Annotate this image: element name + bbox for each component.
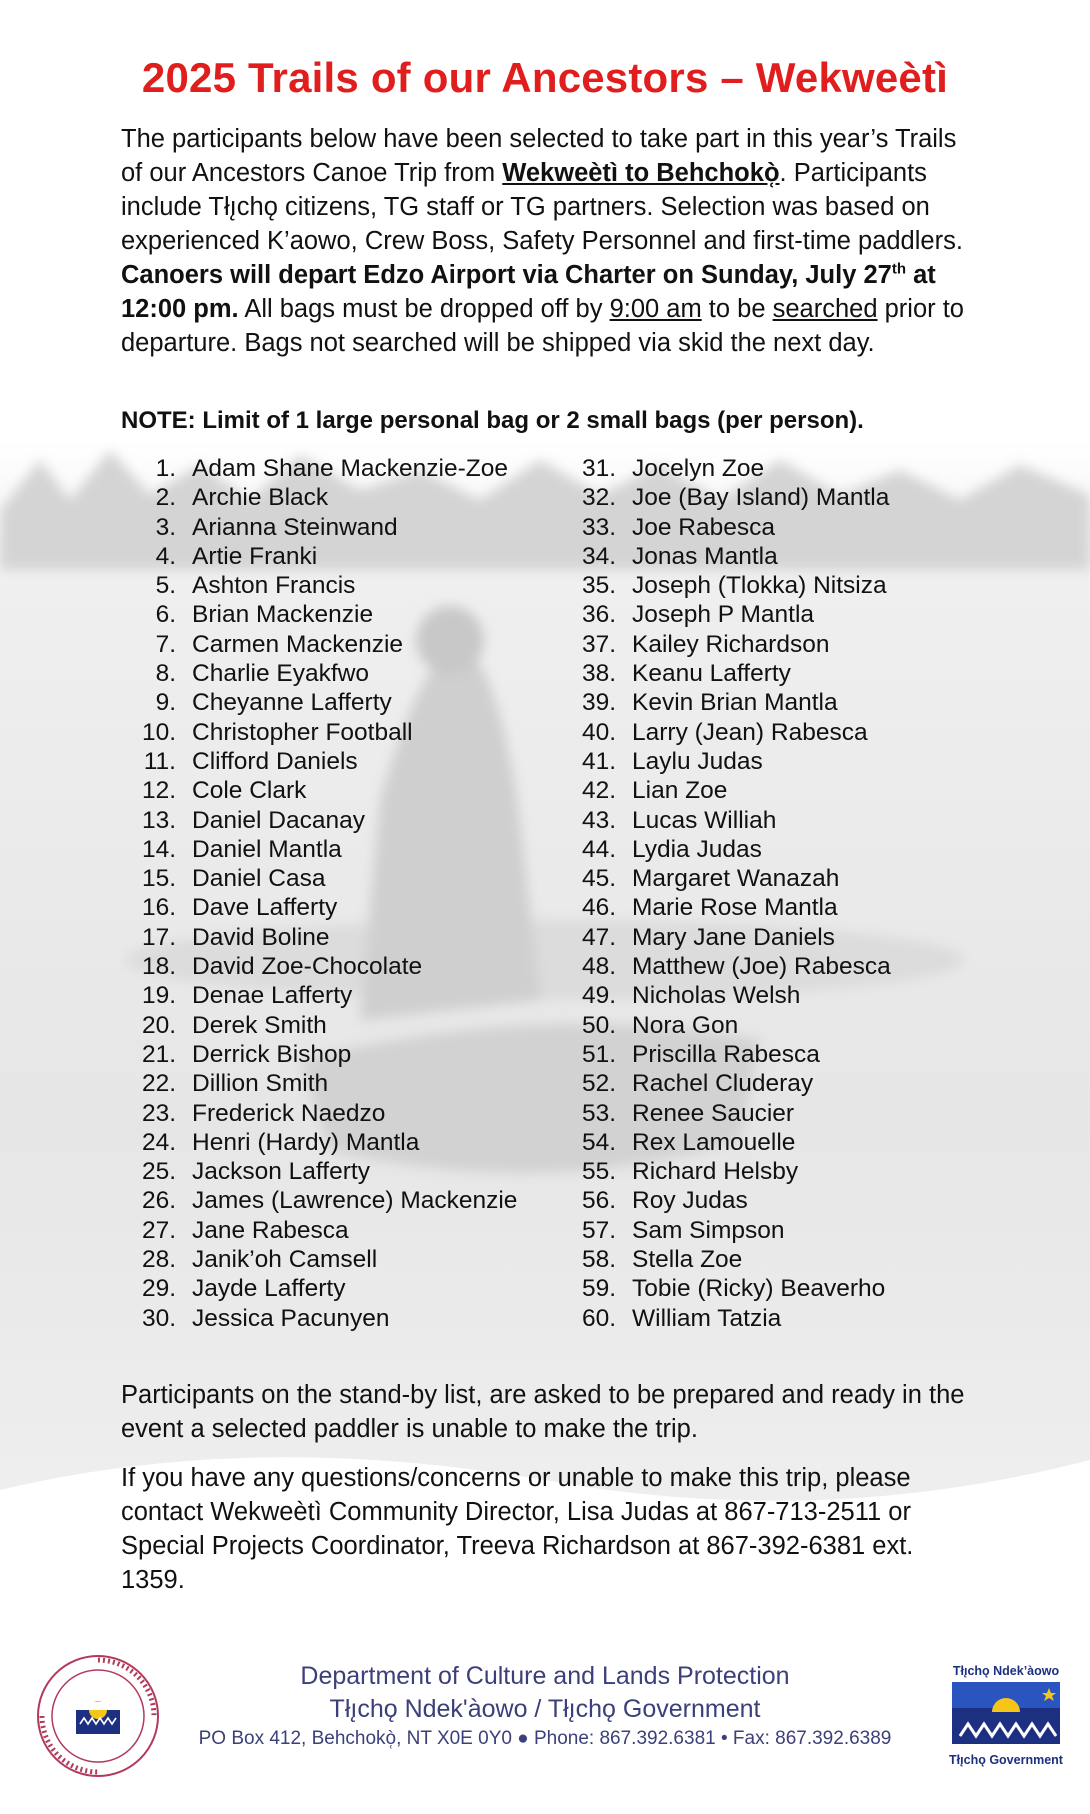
participant-item [560,542,778,571]
participant-item [120,630,404,659]
participant-number: 40. [581,718,616,746]
participant-name: Matthew (Joe) Rabesca [632,953,891,981]
intro-text-1: The participants below have been selected to take part in this year’s Trails of our Ancestors Canoe Trip from [121,125,957,187]
participant-name: Marie Rose Mantla [632,894,838,922]
participant-number: 51. [581,1040,616,1068]
participant-name: Daniel Mantla [192,835,342,863]
participant-name: Frederick Naedzo [192,1099,386,1127]
participant-item [560,806,777,835]
participant-number: 57. [581,1216,616,1244]
participant-item [560,1099,795,1128]
participant-number: 16. [141,894,176,922]
participant-number: 59. [581,1275,616,1303]
participant-name: Lian Zoe [632,777,728,805]
participant-item [560,1069,814,1098]
participant-number: 52. [581,1070,616,1098]
participant-item [120,1304,390,1333]
participant-name: David Zoe-Chocolate [192,953,423,981]
participant-name: Larry (Jean) Rabesca [632,718,868,746]
contact-paragraph: If you have any questions/concerns or unable to make this trip, please contact Wekweètì Community Director, Lisa Judas at 867-713-2511 or Special Projects Coordinator, Treeva Richardson at 867-392-6381 ext. 1359. [121,1464,914,1594]
participant-name: Christopher Football [192,718,413,746]
departure-text: Canoers will depart Edzo Airport via Charter on Sunday, July 27 [121,261,892,289]
participant-number: 50. [581,1011,616,1039]
participant-number: 56. [581,1187,616,1215]
participant-item [120,1245,378,1274]
participant-name: Daniel Dacanay [192,806,365,834]
participant-item [120,1099,386,1128]
participant-number: 23. [141,1099,176,1127]
participant-item [120,923,330,952]
participant-name: Jane Rabesca [192,1216,349,1244]
participant-number: 58. [581,1246,616,1274]
participant-item [120,718,413,747]
participant-name: Jessica Pacunyen [192,1304,390,1332]
standby-paragraph: Participants on the stand-by list, are asked to be prepared and ready in the event a selected paddler is unable to make the trip. [121,1381,965,1443]
participant-number: 30. [141,1304,176,1332]
participant-list-col1 [120,454,518,1333]
participant-name: Joseph (Tlokka) Nitsiza [632,572,887,600]
participant-number: 33. [581,513,616,541]
intro-text-5: prior to departure. Bags not searched will be shipped via skid the next day. [121,295,964,357]
participant-item [120,893,338,922]
participant-name: Charlie Eyakfwo [192,660,370,688]
participant-number: 29. [141,1275,176,1303]
participant-item [120,1128,420,1157]
participant-number: 26. [141,1187,176,1215]
participant-name: Dave Lafferty [192,894,338,922]
participant-item [560,776,728,805]
participant-number: 41. [581,747,616,775]
participant-item [560,600,815,629]
participant-name: Mary Jane Daniels [632,923,835,951]
participant-item [560,688,838,717]
participant-item [120,776,307,805]
participant-name: Stella Zoe [632,1246,743,1274]
participant-name: Janik’oh Camsell [192,1246,378,1274]
participant-number: 20. [141,1011,176,1039]
participant-number: 36. [581,601,616,629]
participant-number: 25. [141,1158,176,1186]
participant-item [560,1157,799,1186]
participant-name: David Boline [192,923,330,951]
participant-item [120,542,318,571]
participant-name: Dillion Smith [192,1070,329,1098]
participant-number: 32. [581,484,616,512]
participant-name: Cole Clark [192,777,307,805]
participant-item [560,1216,785,1245]
participant-number: 21. [141,1040,176,1068]
participant-item [560,1040,820,1069]
participant-item [560,718,868,747]
participant-number: 44. [581,835,616,863]
departure-time: at 12:00 pm. [121,261,936,323]
participant-item [560,1128,796,1157]
participant-name: Clifford Daniels [192,747,358,775]
participant-item [120,513,398,542]
document-title: 2025 Trails of our Ancestors – Wekweètì [141,54,949,101]
date-suffix: th [891,260,907,278]
participant-name: Lydia Judas [632,835,762,863]
participant-item [120,1216,349,1245]
participant-item [560,483,890,512]
intro-text-2: . Participants include Tłı̨chǫ citizens, TG staff or TG partners. Selection was based on experienced K’aowo, Crew Boss, Safety Personnel and first-time paddlers. [121,159,963,255]
participant-number: 8. [155,660,176,688]
department-seal-logo [34,1652,162,1780]
participant-item [560,454,765,483]
participant-name: Laylu Judas [632,747,763,775]
participant-number: 22. [141,1070,176,1098]
participant-item [560,1304,782,1333]
intro-paragraph [121,122,981,360]
participant-name: Joe (Bay Island) Mantla [632,484,890,512]
participant-item [560,1245,743,1274]
participant-item [120,600,374,629]
participant-number: 55. [581,1158,616,1186]
flag-icon [946,1678,1066,1748]
participant-item [120,659,370,688]
participant-item [560,747,763,776]
participant-item [120,1157,370,1186]
participant-number: 38. [581,660,616,688]
participant-item [120,835,342,864]
participant-number: 60. [581,1304,616,1332]
participant-item [560,630,830,659]
participant-item [120,1069,329,1098]
participant-name: Daniel Casa [192,865,326,893]
participant-item [120,864,326,893]
route-name: Wekweètì to Behchokò̜ [502,159,780,187]
searched-word: searched [772,295,878,323]
participant-name: Keanu Lafferty [632,660,791,688]
participant-name: Joseph P Mantla [632,601,815,629]
participant-name: Rex Lamouelle [632,1128,796,1156]
participant-number: 7. [155,630,176,658]
participant-name: Jocelyn Zoe [632,455,765,482]
participant-item [560,513,776,542]
participant-number: 27. [141,1216,176,1244]
participant-item [120,981,353,1010]
participant-item [120,806,365,835]
participant-name: Roy Judas [632,1187,748,1215]
participant-name: Cheyanne Lafferty [192,689,392,717]
participant-number: 43. [581,806,616,834]
bag-limit-note: NOTE: Limit of 1 large personal bag or 2 small bags (per person). [121,407,864,434]
participant-number: 5. [155,572,176,600]
participant-number: 49. [581,982,616,1010]
participant-item [120,454,508,483]
participant-item [560,952,891,981]
participant-name: Adam Shane Mackenzie-Zoe [192,455,508,482]
participant-item [120,747,358,776]
logo-top-caption: Tłı̨chǫ Ndek’àowo [952,1664,1060,1678]
participant-item [560,981,801,1010]
participant-number: 12. [141,777,176,805]
participant-name: Kevin Brian Mantla [632,689,838,717]
participant-name: Renee Saucier [632,1099,795,1127]
participant-name: Henri (Hardy) Mantla [192,1128,420,1156]
footer-address: PO Box 412, Behchokò̜, NT X0E 0Y0 ● Phone: 867.392.6381 • Fax: 867.392.6389 [198,1728,892,1749]
tlicho-government-logo [946,1664,1066,1767]
participant-number: 11. [143,747,176,775]
participant-list-col2 [560,454,891,1333]
participant-name: Jonas Mantla [632,542,778,570]
participant-name: Richard Helsby [632,1158,799,1186]
participant-item [120,952,423,981]
participant-number: 13. [141,806,176,834]
participant-name: Jayde Lafferty [192,1275,346,1303]
footer-department: Department of Culture and Lands Protection [300,1662,790,1690]
footer-government: Tłı̨chǫ Ndek'àowo / Tłı̨chǫ Government [329,1695,761,1723]
intro-text-3: All bags must be dropped off by [238,295,610,323]
participant-name: Artie Franki [192,542,318,570]
participant-name: Ashton Francis [192,572,356,600]
participant-item [560,571,887,600]
participant-name: Priscilla Rabesca [632,1040,820,1068]
participant-item [560,659,791,688]
participant-name: Nicholas Welsh [632,982,801,1010]
participant-number: 35. [581,572,616,600]
participant-number: 46. [581,894,616,922]
participant-name: Derrick Bishop [192,1040,352,1068]
participant-name: Arianna Steinwand [192,513,398,541]
participant-name: Brian Mackenzie [192,601,374,629]
participant-item [560,923,835,952]
participant-number: 28. [141,1246,176,1274]
participant-number: 42. [581,777,616,805]
participant-name: Denae Lafferty [192,982,353,1010]
participant-item [120,483,329,512]
participant-item [560,1186,748,1215]
participant-item [120,1040,352,1069]
participant-name: Archie Black [192,484,329,512]
participant-number: 53. [581,1099,616,1127]
participant-item [120,1011,327,1040]
participant-name: Derek Smith [192,1011,327,1039]
participant-number: 48. [581,953,616,981]
participant-number: 1. [155,455,176,482]
participant-name: William Tatzia [632,1304,782,1332]
participant-name: James (Lawrence) Mackenzie [192,1187,518,1215]
participant-item [120,1186,518,1215]
participant-number: 19. [141,982,176,1010]
participant-item [560,835,762,864]
participant-name: Tobie (Ricky) Beaverho [632,1275,886,1303]
participant-name: Carmen Mackenzie [192,630,404,658]
participant-number: 2. [155,484,176,512]
participant-number: 45. [581,865,616,893]
participant-number: 37. [581,630,616,658]
participant-number: 39. [581,689,616,717]
participant-number: 34. [581,542,616,570]
participant-number: 24. [141,1128,176,1156]
participant-number: 15. [141,865,176,893]
participant-item [120,688,392,717]
participant-item [120,1274,346,1303]
participant-number: 14. [141,835,176,863]
participant-number: 47. [581,923,616,951]
participant-number: 4. [155,542,176,570]
participant-number: 31. [581,455,616,482]
participant-item [560,864,840,893]
participant-name: Kailey Richardson [632,630,830,658]
participant-name: Rachel Cluderay [632,1070,814,1098]
participant-item [560,1011,739,1040]
participant-number: 54. [581,1128,616,1156]
participant-name: Jackson Lafferty [192,1158,370,1186]
participant-name: Nora Gon [632,1011,739,1039]
participant-number: 18. [141,953,176,981]
participant-number: 10. [141,718,176,746]
participant-name: Joe Rabesca [632,513,776,541]
participant-number: 6. [155,601,176,629]
participant-item [120,571,356,600]
participant-item [560,893,838,922]
intro-text-4: to be [701,295,773,323]
dropoff-time: 9:00 am [609,295,702,323]
participant-name: Sam Simpson [632,1216,785,1244]
participant-item [560,1274,886,1303]
participant-number: 3. [155,513,176,541]
participant-number: 17. [141,923,176,951]
participant-number: 9. [155,689,176,717]
participant-name: Lucas Williah [632,806,777,834]
participant-name: Margaret Wanazah [632,865,840,893]
logo-bottom-caption: Tłı̨chǫ Government [949,1753,1063,1767]
